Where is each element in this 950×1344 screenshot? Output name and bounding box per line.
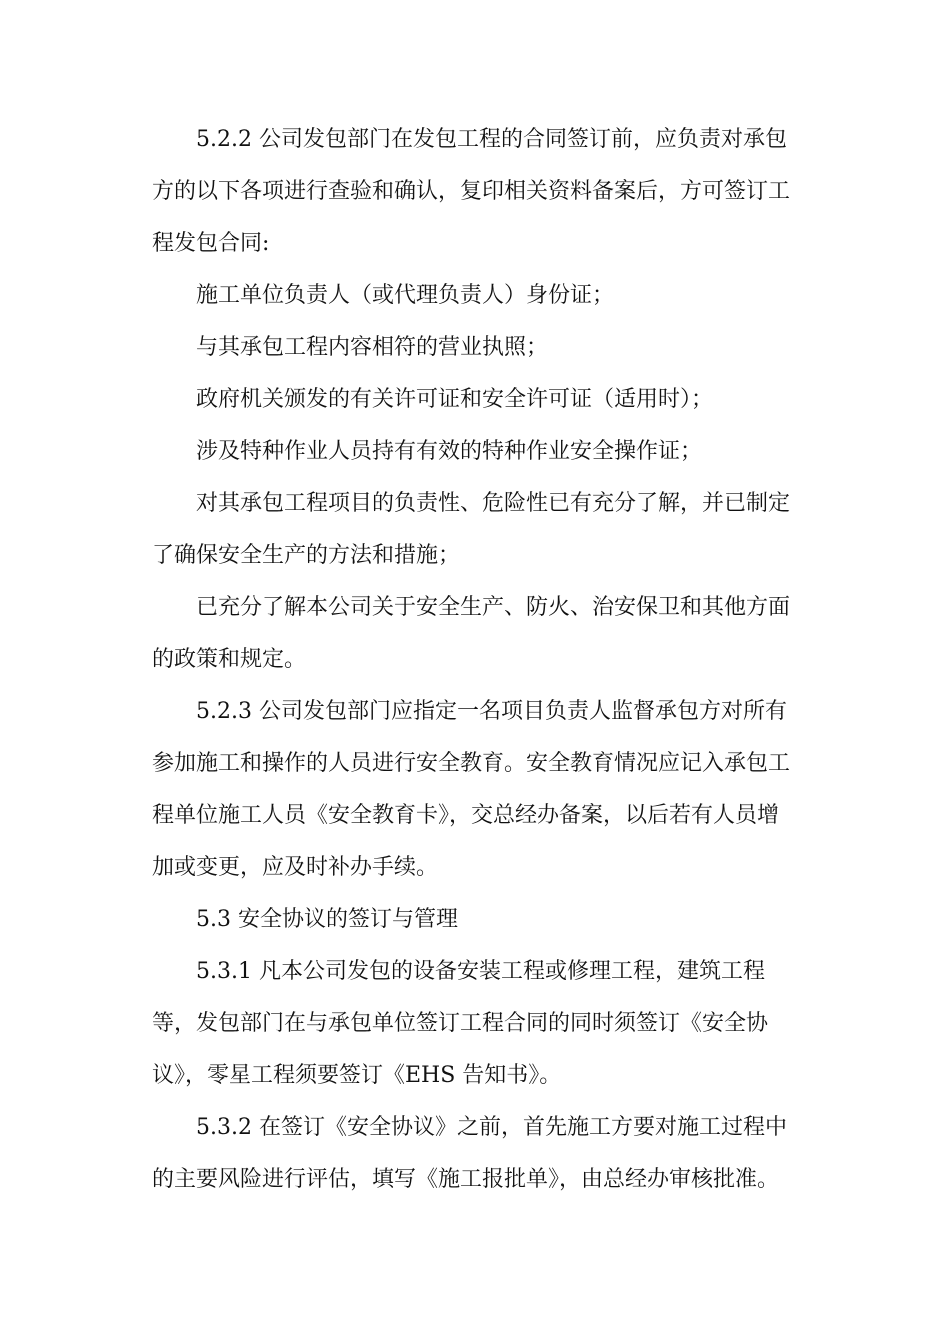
text-line: 5.2.3 公司发包部门应指定一名项目负责人监督承包方对所有 [196,699,787,724]
text-line: 加或变更，应及时补办手续。 [152,855,439,880]
list-item-permits [152,374,800,426]
list-item-special-operation-cert [152,426,800,478]
text-line: 5.2.2 公司发包部门在发包工程的合同签订前，应负责对承包 [196,127,787,152]
text-line: 程发包合同: [152,231,270,256]
text-line: 的政策和规定。 [152,647,307,672]
paragraph-5-3-1 [152,946,800,1102]
text-line: 施工单位负责人（或代理负责人）身份证； [196,283,615,308]
text-line: 与其承包工程内容相符的营业执照； [196,335,549,360]
text-line: 5.3 安全协议的签订与管理 [196,907,458,932]
list-item-policy-understanding [152,582,800,686]
text-line: 参加施工和操作的人员进行安全教育。安全教育情况应记入承包工 [152,751,791,776]
text-line: 政府机关颁发的有关许可证和安全许可证（适用时）； [196,387,714,412]
text-line: 了确保安全生产的方法和措施； [152,543,461,568]
text-line: 5.3.1 凡本公司发包的设备安装工程或修理工程，建筑工程 [196,959,765,984]
text-line: 议》，零星工程须要签订《EHS 告知书》。 [152,1063,562,1088]
paragraph-5-2-2 [152,114,800,270]
text-line: 程单位施工人员《安全教育卡》，交总经办备案，以后若有人员增 [152,803,780,828]
text-line: 方的以下各项进行查验和确认，复印相关资料备案后，方可签订工 [152,179,791,204]
paragraph-5-2-3 [152,686,800,894]
text-line: 涉及特种作业人员持有有效的特种作业安全操作证； [196,439,703,464]
text-line: 对其承包工程项目的负责性、危险性已有充分了解，并已制定 [196,491,791,516]
paragraph-5-3-2 [152,1102,800,1206]
list-item-business-license [152,322,800,374]
text-line: 5.3.2 在签订《安全协议》之前，首先施工方要对施工过程中 [196,1115,787,1140]
section-heading-5-3 [152,894,800,946]
list-item-id-card [152,270,800,322]
document-body [152,114,800,1206]
text-line: 等，发包部门在与承包单位签订工程合同的同时须签订《安全协 [152,1011,769,1036]
text-line: 的主要风险进行评估，填写《施工报批单》，由总经办审核批准。 [152,1167,780,1192]
list-item-risk-understanding [152,478,800,582]
text-line: 已充分了解本公司关于安全生产、防火、治安保卫和其他方面 [196,595,791,620]
